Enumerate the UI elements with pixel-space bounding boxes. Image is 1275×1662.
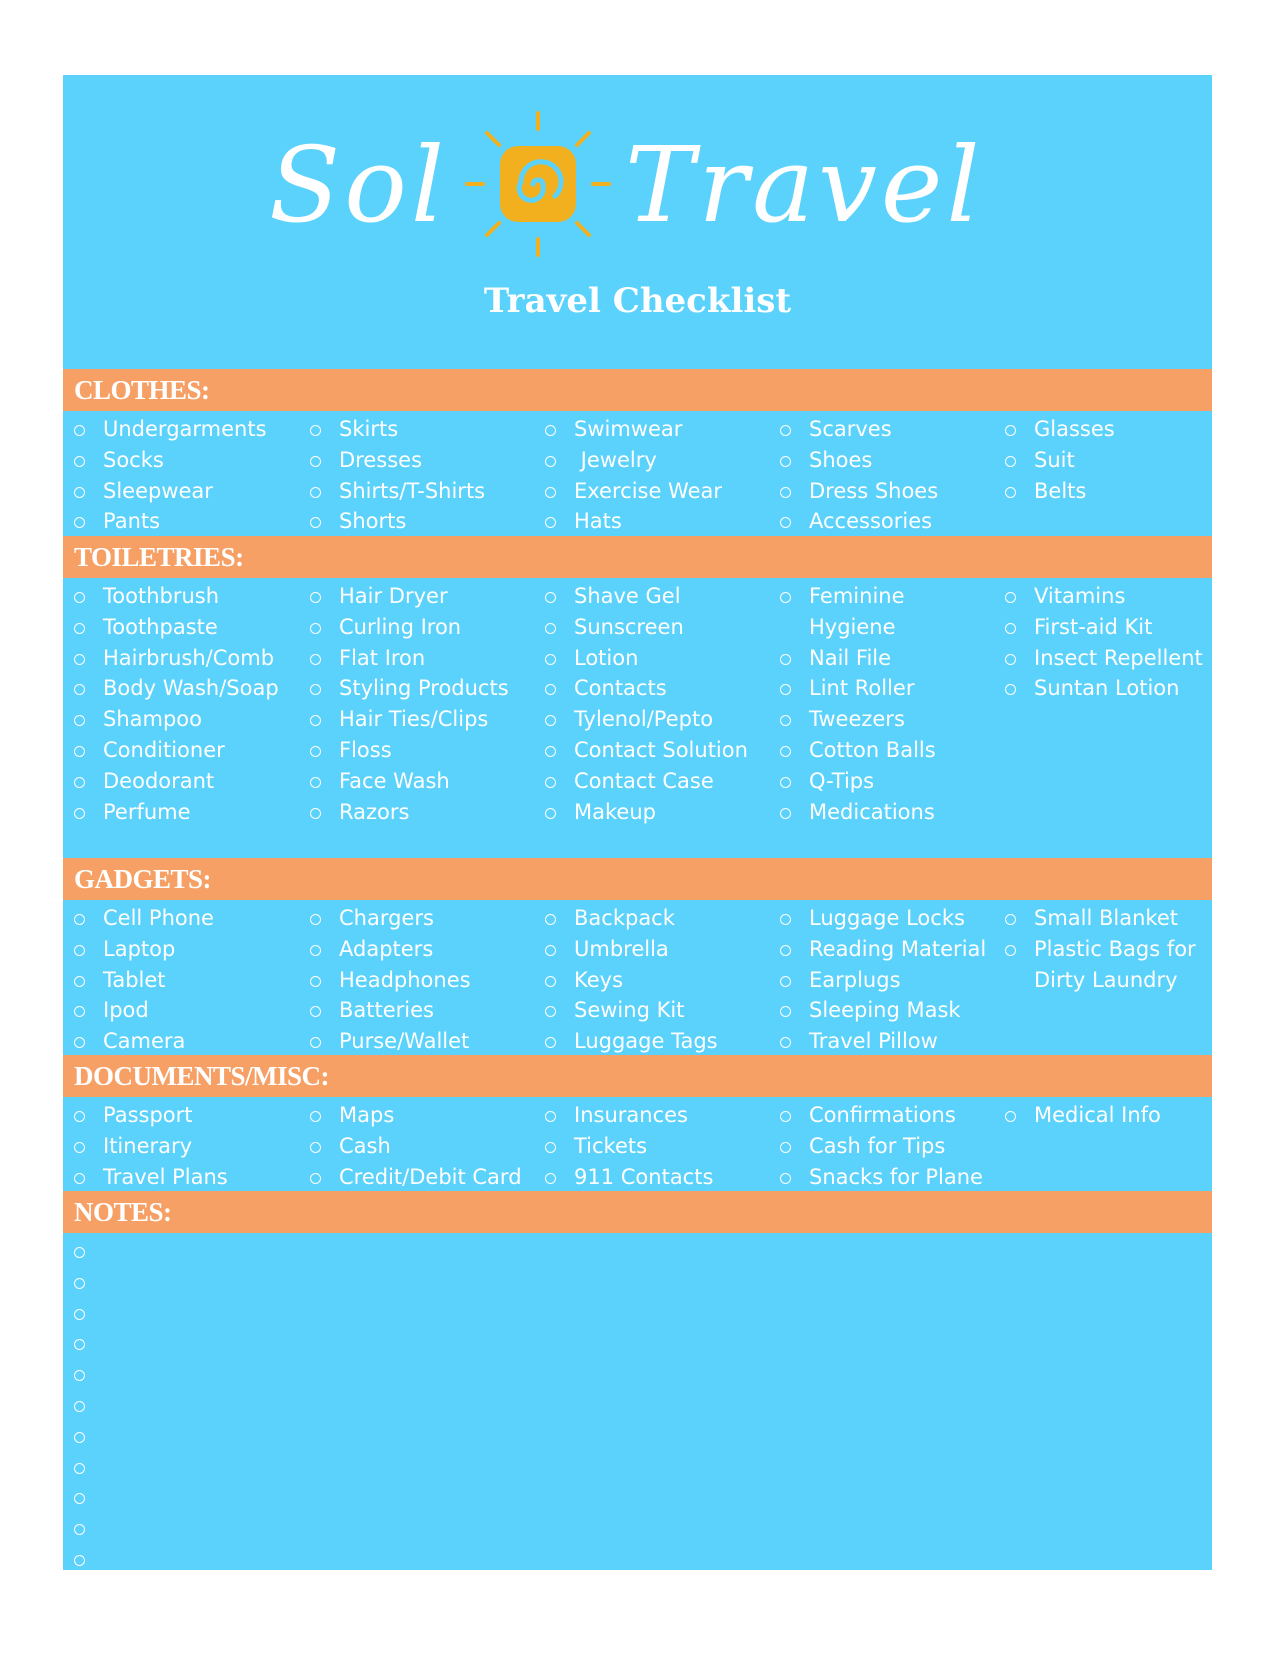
checkbox-circle-icon[interactable] xyxy=(310,976,321,987)
checkbox-circle-icon[interactable] xyxy=(780,425,791,436)
checkbox-circle-icon[interactable] xyxy=(780,945,791,956)
checklist-item-continuation: Hygiene xyxy=(809,614,896,639)
checkbox-circle-icon[interactable] xyxy=(780,592,791,603)
checkbox-circle-icon[interactable] xyxy=(1005,654,1016,665)
checkbox-circle-icon[interactable] xyxy=(74,1432,85,1443)
checklist-item[interactable]: Small Blanket xyxy=(1005,903,1034,934)
checkbox-circle-icon[interactable] xyxy=(310,808,321,819)
checkbox-circle-icon[interactable] xyxy=(74,1037,85,1048)
checkbox-circle-icon[interactable] xyxy=(545,1173,556,1184)
checkbox-circle-icon[interactable] xyxy=(74,1463,85,1474)
checkbox-circle-icon[interactable] xyxy=(74,715,85,726)
checkbox-circle-icon[interactable] xyxy=(545,487,556,498)
checkbox-circle-icon[interactable] xyxy=(74,654,85,665)
checkbox-circle-icon[interactable] xyxy=(310,1037,321,1048)
checkbox-circle-icon[interactable] xyxy=(545,425,556,436)
checkbox-circle-icon[interactable] xyxy=(74,592,85,603)
gadgets-column-5 xyxy=(1005,903,1196,995)
checkbox-circle-icon[interactable] xyxy=(545,1006,556,1017)
checkbox-circle-icon[interactable] xyxy=(74,456,85,467)
checkbox-circle-icon[interactable] xyxy=(1005,945,1016,956)
checkbox-circle-icon[interactable] xyxy=(545,623,556,634)
page-title: Travel Checklist xyxy=(483,281,792,321)
checkbox-circle-icon[interactable] xyxy=(310,456,321,467)
checkbox-circle-icon[interactable] xyxy=(780,777,791,788)
section-heading-toiletries: TOILETRIES: xyxy=(63,536,1212,578)
sun-icon xyxy=(463,109,613,259)
checkbox-circle-icon[interactable] xyxy=(545,976,556,987)
checkbox-circle-icon[interactable] xyxy=(780,517,791,528)
checkbox-circle-icon[interactable] xyxy=(545,456,556,467)
checkbox-circle-icon[interactable] xyxy=(545,654,556,665)
checklist-item[interactable]: Medications xyxy=(780,797,809,828)
checkbox-circle-icon[interactable] xyxy=(780,654,791,665)
checkbox-circle-icon[interactable] xyxy=(310,517,321,528)
checkbox-circle-icon[interactable] xyxy=(780,746,791,757)
checkbox-circle-icon[interactable] xyxy=(74,1524,85,1535)
checkbox-circle-icon[interactable] xyxy=(310,1006,321,1017)
checkbox-circle-icon[interactable] xyxy=(74,684,85,695)
checkbox-circle-icon[interactable] xyxy=(1005,623,1016,634)
checkbox-circle-icon[interactable] xyxy=(74,777,85,788)
section-heading-notes: NOTES: xyxy=(63,1191,1212,1233)
checkbox-circle-icon[interactable] xyxy=(310,777,321,788)
checkbox-circle-icon[interactable] xyxy=(310,592,321,603)
brand-word-left: Sol xyxy=(269,124,449,246)
checklist-item[interactable]: Nail File xyxy=(780,643,809,674)
checkbox-circle-icon[interactable] xyxy=(74,945,85,956)
checkbox-circle-icon[interactable] xyxy=(310,623,321,634)
checkbox-circle-icon[interactable] xyxy=(780,976,791,987)
section-heading-gadgets: GADGETS: xyxy=(63,858,1212,900)
checkbox-circle-icon[interactable] xyxy=(74,1370,85,1381)
checkbox-circle-icon[interactable] xyxy=(74,1493,85,1504)
checkbox-circle-icon[interactable] xyxy=(545,746,556,757)
checkbox-circle-icon[interactable] xyxy=(74,746,85,757)
checklist-item[interactable]: Tweezers xyxy=(780,704,809,735)
checkbox-circle-icon[interactable] xyxy=(545,684,556,695)
checkbox-circle-icon[interactable] xyxy=(780,1142,791,1153)
checkbox-circle-icon[interactable] xyxy=(1005,592,1016,603)
checkbox-circle-icon[interactable] xyxy=(780,1173,791,1184)
checkbox-circle-icon[interactable] xyxy=(74,1339,85,1350)
checkbox-circle-icon[interactable] xyxy=(780,914,791,925)
checkbox-circle-icon[interactable] xyxy=(780,1111,791,1122)
checkbox-circle-icon[interactable] xyxy=(74,914,85,925)
checklist-item[interactable]: Feminine xyxy=(780,581,809,612)
checkbox-circle-icon[interactable] xyxy=(545,592,556,603)
checkbox-circle-icon[interactable] xyxy=(74,517,85,528)
checkbox-circle-icon[interactable] xyxy=(1005,914,1016,925)
section-heading-documents: DOCUMENTS/MISC: xyxy=(63,1055,1212,1097)
checkbox-circle-icon[interactable] xyxy=(310,746,321,757)
checkbox-circle-icon[interactable] xyxy=(74,1555,85,1566)
checkbox-circle-icon[interactable] xyxy=(780,715,791,726)
checkbox-circle-icon[interactable] xyxy=(545,777,556,788)
checkbox-circle-icon[interactable] xyxy=(74,1309,85,1320)
checkbox-circle-icon[interactable] xyxy=(545,808,556,819)
checkbox-circle-icon[interactable] xyxy=(74,976,85,987)
checkbox-circle-icon[interactable] xyxy=(545,1111,556,1122)
checkbox-circle-icon[interactable] xyxy=(1005,684,1016,695)
checkbox-circle-icon[interactable] xyxy=(1005,425,1016,436)
checkbox-circle-icon[interactable] xyxy=(310,1142,321,1153)
checklist-item[interactable]: Q-Tips xyxy=(780,766,809,797)
checkbox-circle-icon[interactable] xyxy=(74,1142,85,1153)
checkbox-circle-icon[interactable] xyxy=(74,487,85,498)
checkbox-circle-icon[interactable] xyxy=(74,1111,85,1122)
checkbox-circle-icon[interactable] xyxy=(780,684,791,695)
checkbox-circle-icon[interactable] xyxy=(74,1401,85,1412)
checklist-item[interactable]: Lint Roller xyxy=(780,673,809,704)
checkbox-circle-icon[interactable] xyxy=(310,1173,321,1184)
checkbox-circle-icon[interactable] xyxy=(310,487,321,498)
checkbox-circle-icon[interactable] xyxy=(545,517,556,528)
toiletries-column-4 xyxy=(780,581,936,827)
checkbox-circle-icon[interactable] xyxy=(74,808,85,819)
section-heading-clothes: CLOTHES: xyxy=(63,369,1212,411)
checkbox-circle-icon[interactable] xyxy=(310,654,321,665)
checklist-page: Sol Travel Travel Checklist CLOTHES: Undergarments Socks Sleepwear Pants Skirts Dresses Shirts/T-Shirts Shorts Swimwear Jewelry Exercise Wear Hats Scarves Shoes Dress Shoes Accessories Glasses Suit Belts TOILETRIES: Toothbrush Toothpaste Hairbrush/Comb Body Wash/Soap Shampoo Conditioner Deodorant Perfume Hair Dryer Curling Iron Flat Iron Styling Products Hair Ties/Clips Floss Face Wash Razors Shave Gel Sunscreen Lotion Contacts Tylenol/Pepto Contact Solution Contact Case Makeup Feminine Hygiene Nail File Lint Roller Tweezers Cotton Balls Q-Tips Medications Vitamins First-aid Kit Insect Repellent Suntan Lotion GADGETS: Cell Phone Laptop Tablet Ipod Camera Chargers Adapters Headphones Batteries Purse/Wallet Backpack Umbrella Keys Sewing Kit Luggage Tags Luggage Locks Reading Material Earplugs Sleeping Mask Travel Pillow Small Blanket Plastic Bags for Dirty Laundry DOCUMENTS/MISC: Passport Itinerary Travel Plans Maps Cash Credit/Debit Card Insurances Tickets 911 Contacts Confirmations Cash for Tips Snacks for Plane Medical Info NOTES: xyxy=(63,75,1212,1570)
brand-word-right: Travel xyxy=(625,124,984,246)
checkbox-circle-icon[interactable] xyxy=(310,945,321,956)
checkbox-circle-icon[interactable] xyxy=(545,914,556,925)
checkbox-circle-icon[interactable] xyxy=(1005,487,1016,498)
checkbox-circle-icon[interactable] xyxy=(545,1037,556,1048)
checkbox-circle-icon[interactable] xyxy=(545,1142,556,1153)
checkbox-circle-icon[interactable] xyxy=(310,1111,321,1122)
checkbox-circle-icon[interactable] xyxy=(1005,456,1016,467)
checkbox-circle-icon[interactable] xyxy=(310,914,321,925)
checkbox-circle-icon[interactable] xyxy=(780,1006,791,1017)
checkbox-circle-icon[interactable] xyxy=(1005,1111,1016,1122)
checkbox-circle-icon[interactable] xyxy=(74,623,85,634)
checkbox-circle-icon[interactable] xyxy=(74,1247,85,1258)
checkbox-circle-icon[interactable] xyxy=(74,1173,85,1184)
checkbox-circle-icon[interactable] xyxy=(780,456,791,467)
checklist-item[interactable]: Cotton Balls xyxy=(780,735,809,766)
checkbox-circle-icon[interactable] xyxy=(74,1006,85,1017)
checkbox-circle-icon[interactable] xyxy=(310,425,321,436)
checklist-item-continuation: Dirty Laundry xyxy=(1034,967,1178,992)
checkbox-circle-icon[interactable] xyxy=(310,715,321,726)
checkbox-circle-icon[interactable] xyxy=(780,808,791,819)
checkbox-circle-icon[interactable] xyxy=(74,1278,85,1289)
checkbox-circle-icon[interactable] xyxy=(780,1037,791,1048)
checkbox-circle-icon[interactable] xyxy=(780,487,791,498)
checkbox-circle-icon[interactable] xyxy=(74,425,85,436)
checkbox-circle-icon[interactable] xyxy=(310,684,321,695)
checkbox-circle-icon[interactable] xyxy=(545,945,556,956)
checklist-item[interactable]: Plastic Bags for xyxy=(1005,934,1034,965)
brand-logo xyxy=(63,75,1212,285)
checkbox-circle-icon[interactable] xyxy=(545,715,556,726)
